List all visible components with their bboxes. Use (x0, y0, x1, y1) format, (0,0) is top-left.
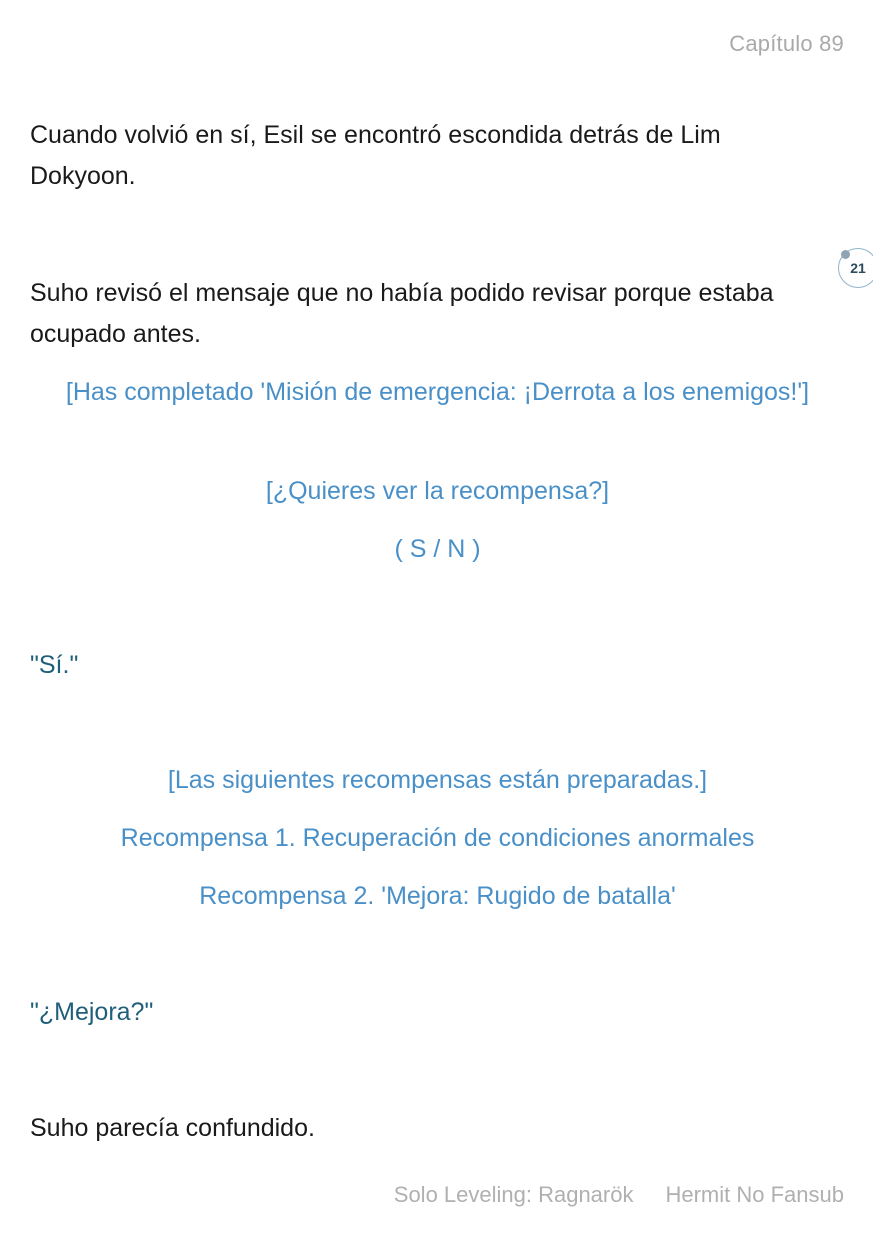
dialogue-line-1: "Sí." (30, 651, 79, 679)
dialogue-line-2: "¿Mejora?" (30, 998, 154, 1026)
footer-series-title: Solo Leveling: Ragnarök (393, 1182, 634, 1207)
paragraph-2: Suho revisó el mensaje que no había podido revisar porque estaba ocupado antes. (30, 279, 774, 348)
footer (394, 1182, 844, 1208)
paragraph-1: Cuando volvió en sí, Esil se encontró escondida detrás de Lim Dokyoon. (30, 121, 721, 190)
footer-group-name: Hermit No Fansub (665, 1182, 844, 1207)
comment-count-badge[interactable]: 21 (838, 248, 873, 288)
system-message-yes-no: ( S / N ) (394, 535, 481, 563)
system-message-reward-1: Recompensa 1. Recuperación de condiciones anormales (120, 824, 755, 852)
system-message-reward-2: Recompensa 2. 'Mejora: Rugido de batalla' (199, 882, 676, 910)
system-message-mission-complete: [Has completado 'Misión de emergencia: ¡Derrota a los enemigos!'] (65, 378, 810, 406)
paragraph-3: Suho parecía confundido. (30, 1114, 315, 1142)
chapter-title: Capítulo 89 (729, 31, 844, 56)
system-message-reward-prompt: [¿Quieres ver la recompensa?] (265, 477, 610, 505)
system-message-rewards-ready: [Las siguientes recompensas están preparadas.] (167, 766, 708, 794)
comment-indicator-dot (841, 250, 850, 259)
